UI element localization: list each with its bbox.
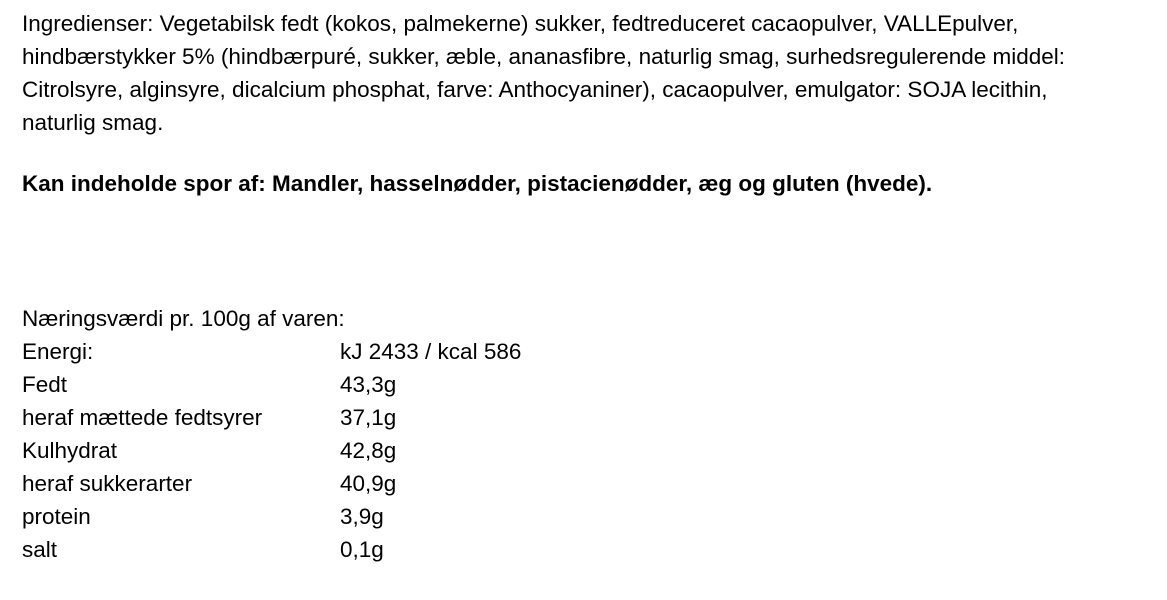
ingredients-paragraph: Ingredienser: Vegetabilsk fedt (kokos, palmekerne) sukker, fedtreduceret cacaopulver, VALLEpulver, hindbærstykker 5% (hindbærpuré, sukker, æble, ananasfibre, naturlig smag, surhedsregulerende middel: Citrolsyre, alginsyre, dicalcium phosphat, farve: Anthocyaniner), cacaopulver, emulgator: SOJA lecithin, naturlig smag. bbox=[22, 11, 1066, 135]
nutrition-row-protein bbox=[22, 500, 521, 533]
nutrition-row-sugars bbox=[22, 467, 521, 500]
nutrition-table bbox=[22, 335, 521, 566]
nutrient-label: protein bbox=[22, 504, 91, 529]
nutrient-value: 37,1g bbox=[340, 405, 397, 430]
nutrient-label: heraf sukkerarter bbox=[22, 471, 193, 496]
allergen-warning: Kan indeholde spor af: Mandler, hasselnødder, pistacienødder, æg og gluten (hvede). bbox=[22, 171, 933, 196]
nutrition-section bbox=[22, 302, 1142, 566]
nutrition-row-saturated-fat bbox=[22, 401, 521, 434]
nutrition-header: Næringsværdi pr. 100g af varen: bbox=[22, 306, 345, 331]
nutrient-value: 40,9g bbox=[340, 471, 397, 496]
product-info-document bbox=[22, 7, 1142, 566]
nutrient-value: 43,3g bbox=[340, 372, 397, 397]
nutrient-value: 0,1g bbox=[340, 537, 384, 562]
nutrient-value: 42,8g bbox=[340, 438, 397, 463]
nutrient-value: 3,9g bbox=[340, 504, 384, 529]
nutrition-row-energy bbox=[22, 335, 521, 368]
nutrition-row-fat bbox=[22, 368, 521, 401]
nutrition-row-salt bbox=[22, 533, 521, 566]
nutrient-label: Kulhydrat bbox=[22, 438, 118, 463]
nutrition-row-carbohydrate bbox=[22, 434, 521, 467]
nutrient-value: kJ 2433 / kcal 586 bbox=[340, 339, 522, 364]
nutrient-label: Energi: bbox=[22, 339, 94, 364]
nutrient-label: heraf mættede fedtsyrer bbox=[22, 405, 263, 430]
nutrient-label: Fedt bbox=[22, 372, 68, 397]
nutrient-label: salt bbox=[22, 537, 58, 562]
